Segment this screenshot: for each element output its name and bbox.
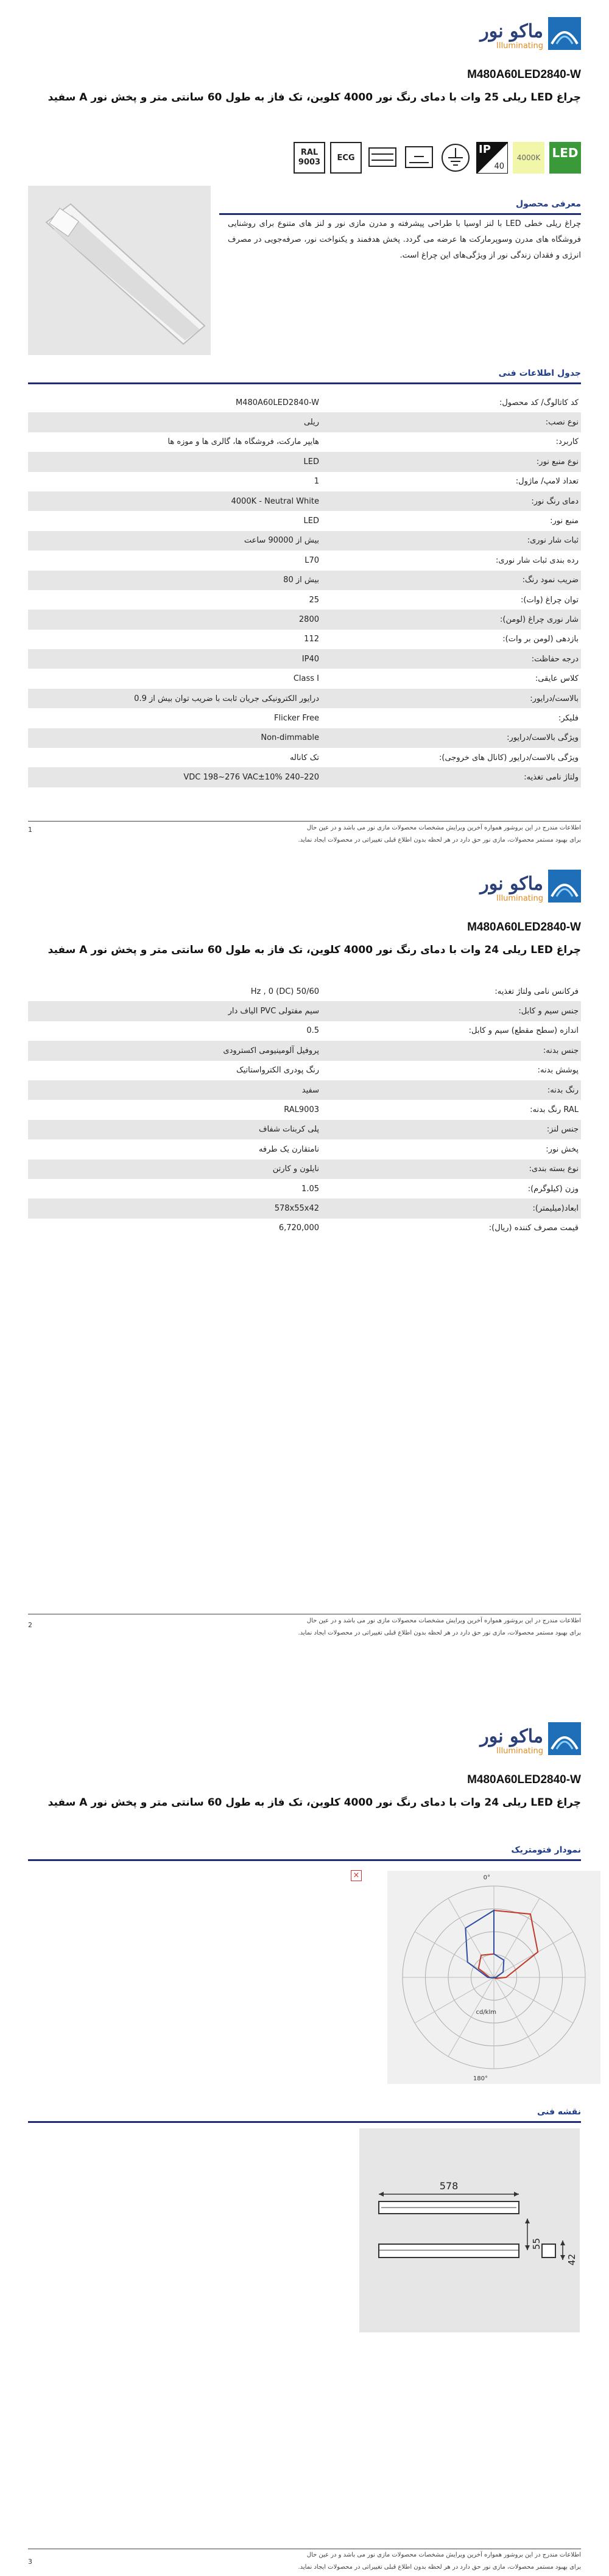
spec-table-1 xyxy=(28,393,581,787)
dimmer-icon xyxy=(367,142,398,174)
dimension-divider xyxy=(28,2121,581,2123)
spec-value: نامتقارن یک طرفه xyxy=(258,1144,319,1154)
spec-key: ویژگی بالاست/درایور: xyxy=(507,733,579,743)
spec-value: تک کاناله xyxy=(289,753,319,762)
length-label: 578 xyxy=(439,2180,459,2192)
spec-key: ویژگی بالاست/درایور (کانال های خروجی): xyxy=(439,753,579,762)
brand-name: ماکو نور xyxy=(480,21,543,42)
footer-line-2: برای بهبود مستمر محصولات، مازی نور حق دارد در هر لحظه بدون اطلاع قبلی تغییراتی در محصولات ایجاد نماید. xyxy=(298,2564,581,2571)
footer-divider xyxy=(28,821,581,822)
spec-key: ابعاد(میلیمتر): xyxy=(532,1203,579,1213)
dimension-drawing xyxy=(359,2128,580,2332)
table-row xyxy=(28,1179,581,1198)
spec-value: سفید xyxy=(301,1085,319,1095)
brand-sub: Illuminating xyxy=(496,894,543,903)
spec-key: کد کاتالوگ/ کد محصول: xyxy=(499,398,579,407)
table-row xyxy=(28,689,581,708)
table-row xyxy=(28,571,581,590)
brand-logo xyxy=(465,870,581,906)
spec-key: درجه حفاظت: xyxy=(531,654,579,664)
product-image xyxy=(28,186,211,355)
spec-key: کاربرد: xyxy=(555,437,579,447)
spec-value: 220–240 VDC 198~276 VAC±10% xyxy=(183,773,319,783)
footer-note xyxy=(28,1615,581,1639)
ral-value: 9003 xyxy=(298,158,321,167)
spec-key: نوع نصب: xyxy=(545,418,579,428)
earth-icon xyxy=(440,142,471,174)
table-row xyxy=(28,511,581,530)
page-number: 2 xyxy=(28,1621,32,1629)
brand-sub: Illuminating xyxy=(496,1747,543,1756)
photometric-divider xyxy=(28,1859,581,1861)
page-2 xyxy=(0,853,609,1705)
dimension-heading: نقشه فنی xyxy=(537,2107,581,2117)
spec-value: رنگ پودری الکترواستاتیک xyxy=(236,1066,319,1075)
spec-value: 1 xyxy=(314,477,319,487)
spec-value: L70 xyxy=(304,555,319,565)
spec-key: جنس سیم و کابل: xyxy=(518,1007,579,1016)
footer-line-2: برای بهبود مستمر محصولات، مازی نور حق دارد در هر لحظه بدون اطلاع قبلی تغییراتی در محصولات ایجاد نماید. xyxy=(298,1630,581,1636)
product-code: M480A60LED2840-W xyxy=(467,1773,581,1786)
spec-key: بازدهی (لومن بر وات): xyxy=(502,635,579,644)
ip-value: 40 xyxy=(494,162,504,171)
footer-line-1: اطلاعات مندرج در این بروشور همواره آخرین ویرایش مشخصات محصولات مازی نور می باشد و در عین حال xyxy=(306,2552,581,2558)
table-row xyxy=(28,1198,581,1218)
spec-key: پوشش بدنه: xyxy=(537,1066,579,1075)
spec-value: بیش از 90000 ساعت xyxy=(244,536,319,546)
cct-icon: 4000K xyxy=(513,142,544,174)
spec-value: سیم مفتولی PVC الیاف دار xyxy=(228,1007,319,1016)
ral-label: RAL xyxy=(300,148,319,157)
table-row xyxy=(28,1139,581,1159)
spec-value: درایور الکترونیکی جریان ثابت با ضریب توان بیش از 0.9 xyxy=(134,694,319,703)
spec-key: وزن (کیلوگرم): xyxy=(527,1184,579,1194)
page-number: 1 xyxy=(28,826,32,834)
intro-divider xyxy=(219,213,581,215)
footer-line-2: برای بهبود مستمر محصولات، مازی نور حق دارد در هر لحظه بدون اطلاع قبلی تغییراتی در محصولات ایجاد نماید. xyxy=(298,837,581,843)
product-code: M480A60LED2840-W xyxy=(467,921,581,934)
photometric-chart xyxy=(28,1867,581,2092)
spec-key: ولتاژ نامی تغذیه: xyxy=(524,773,579,783)
spec-value: بیش از 80 xyxy=(283,575,319,585)
close-icon[interactable]: × xyxy=(351,1870,362,1881)
table-row xyxy=(28,491,581,511)
spec-key: کلاس عایقی: xyxy=(535,674,579,684)
led-icon: LED xyxy=(549,142,581,174)
ip-icon xyxy=(476,142,508,174)
footer-note xyxy=(28,822,581,846)
spec-key: ضریب نمود رنگ: xyxy=(522,575,579,585)
product-title: چراغ LED ریلی 24 وات با دمای رنگ نور 4000 کلوین، تک فاز به طول 60 سانتی متر و پخش نور A سفید xyxy=(48,944,581,956)
table-row xyxy=(28,1001,581,1021)
table-row xyxy=(28,452,581,471)
spec-table-2 xyxy=(28,982,581,1238)
photometric-heading: نمودار فتومتریک xyxy=(511,1845,581,1855)
table-row xyxy=(28,531,581,551)
footer-line-1: اطلاعات مندرج در این بروشور همواره آخرین ویرایش مشخصات محصولات مازی نور می باشد و در عین حال xyxy=(306,1617,581,1624)
table-row xyxy=(28,1061,581,1080)
spec-value: LED xyxy=(303,516,319,526)
spec-key: اندازه (سطح مقطع) سیم و کابل: xyxy=(468,1026,579,1036)
spec-value: هایپر مارکت، فروشگاه ها، گالری ها و موزه ها xyxy=(167,437,319,447)
logo-mark-icon xyxy=(548,870,581,903)
product-code: M480A60LED2840-W xyxy=(467,68,581,81)
polar-plot xyxy=(387,1871,600,2084)
brand-logo xyxy=(465,17,581,54)
spec-key: بالاست/درایور: xyxy=(530,694,579,703)
spec-value: ریلی xyxy=(303,418,319,428)
spec-value: 112 xyxy=(304,635,319,644)
spec-key: منبع نور: xyxy=(550,516,579,526)
spec-value: 50/60 Hz , 0 (DC) xyxy=(250,987,319,996)
product-title: چراغ LED ریلی 24 وات با دمای رنگ نور 4000 کلوین، تک فاز به طول 60 سانتی متر و پخش نور A سفید xyxy=(48,1797,581,1809)
table-row xyxy=(28,982,581,1001)
spec-key: توان چراغ (وات): xyxy=(521,595,579,605)
page-number: 3 xyxy=(28,2558,32,2566)
table-row xyxy=(28,432,581,452)
spec-value: Non-dimmable xyxy=(261,733,319,743)
feature-icons xyxy=(294,137,581,174)
logo-mark-icon xyxy=(548,17,581,50)
spec-value: 0.5 xyxy=(306,1026,319,1036)
spec-heading: جدول اطلاعات فنی xyxy=(498,368,581,378)
spec-value: Flicker Free xyxy=(274,713,319,723)
table-row xyxy=(28,767,581,787)
spec-key: جنس بدنه: xyxy=(543,1046,579,1055)
intro-text: چراغ ریلی خطی LED با لنز اوسیا با طراحی پیشرفته و مدرن مازی نور و لنز های متنوع برای روشنایی فروشگاه های مدرن وسوپرمارکت ها عرضه می گردد. پخش هدفمند و یکنواخت نور، صرفه‌جویی در مصرف انرژی و فقدان زندگی نور از ویژگی‌های این چراغ است. xyxy=(228,219,581,260)
intro-heading: معرفی محصول xyxy=(516,199,581,209)
table-row xyxy=(28,393,581,412)
ecg-icon: ECG xyxy=(330,142,362,174)
polar-bottom-label: 180° xyxy=(473,2075,488,2082)
spec-key: شار نوری چراغ (لومن): xyxy=(500,614,579,624)
spec-key: رده بندی ثبات شار نوری: xyxy=(496,555,579,565)
spec-key: نوع منبع نور: xyxy=(536,457,579,466)
page-1 xyxy=(0,0,609,853)
spec-key: پخش نور: xyxy=(546,1144,579,1154)
depth-label: 42 xyxy=(566,2254,577,2266)
brand-logo xyxy=(465,1722,581,1759)
spec-key: قیمت مصرف کننده (ریال): xyxy=(488,1223,579,1233)
product-title: چراغ LED ریلی 25 وات با دمای رنگ نور 4000 کلوین، تک فاز به طول 60 سانتی متر و پخش نور A سفید xyxy=(48,91,581,104)
spec-key: RAL رنگ بدنه: xyxy=(530,1105,579,1115)
spec-key: ثبات شار نوری: xyxy=(527,536,579,546)
ip-label: IP xyxy=(479,143,491,156)
logo-mark-icon xyxy=(548,1722,581,1755)
class-i-icon xyxy=(403,142,435,174)
spec-value: RAL9003 xyxy=(284,1105,319,1115)
brand-name: ماکو نور xyxy=(480,873,543,895)
table-row xyxy=(28,748,581,767)
polar-svg xyxy=(387,1871,600,2084)
spec-value: نایلون و کارتن xyxy=(272,1164,319,1174)
table-row xyxy=(28,1100,581,1119)
spec-key: فلیکر: xyxy=(558,713,579,723)
spec-value: 578x55x42 xyxy=(274,1203,319,1213)
table-row xyxy=(28,1021,581,1041)
spec-key: نوع بسته بندی: xyxy=(529,1164,579,1174)
table-row xyxy=(28,1080,581,1100)
table-row xyxy=(28,472,581,491)
spec-value: Class I xyxy=(293,674,319,684)
dimension-svg xyxy=(359,2128,580,2332)
table-row xyxy=(28,412,581,432)
table-row xyxy=(28,1041,581,1060)
spec-key: جنس لنز: xyxy=(546,1125,579,1135)
spec-value: LED xyxy=(303,457,319,466)
spec-value: 25 xyxy=(309,595,319,605)
spec-key: تعداد لامپ/ ماژول: xyxy=(515,477,579,487)
polar-top-label: 0° xyxy=(483,1874,490,1881)
spec-key: فرکانس نامی ولتاژ تغذیه: xyxy=(495,987,579,996)
page-3 xyxy=(0,1705,609,2576)
spec-value: 6,720,000 xyxy=(278,1223,319,1233)
table-row xyxy=(28,551,581,570)
polar-unit-label: cd/klm xyxy=(476,2009,496,2016)
table-row xyxy=(28,1160,581,1179)
spec-divider xyxy=(28,382,581,384)
table-row xyxy=(28,708,581,728)
table-row xyxy=(28,669,581,688)
footer-note xyxy=(28,2549,581,2574)
spec-value: پروفیل آلومینیومی اکسترودی xyxy=(223,1046,319,1055)
spec-value: IP40 xyxy=(301,654,319,664)
table-row xyxy=(28,1120,581,1139)
spec-value: 2800 xyxy=(298,614,319,624)
table-row xyxy=(28,649,581,669)
table-row xyxy=(28,728,581,748)
table-row xyxy=(28,610,581,629)
spec-value: 1.05 xyxy=(301,1184,319,1194)
spec-value: پلی کربنات شفاف xyxy=(258,1125,319,1135)
spec-value: 4000K - Neutral White xyxy=(231,496,319,506)
table-row xyxy=(28,590,581,610)
table-row xyxy=(28,630,581,649)
spec-key: رنگ بدنه: xyxy=(547,1085,579,1095)
ral-icon xyxy=(294,142,325,174)
footer-line-1: اطلاعات مندرج در این بروشور همواره آخرین ویرایش مشخصات محصولات مازی نور می باشد و در عین حال xyxy=(306,825,581,831)
spec-value: M480A60LED2840-W xyxy=(235,398,319,407)
brand-sub: Illuminating xyxy=(496,41,543,51)
height-label: 55 xyxy=(531,2238,542,2250)
table-row xyxy=(28,1219,581,1238)
brand-name: ماکو نور xyxy=(480,1726,543,1747)
spec-key: دمای رنگ نور: xyxy=(531,496,579,506)
